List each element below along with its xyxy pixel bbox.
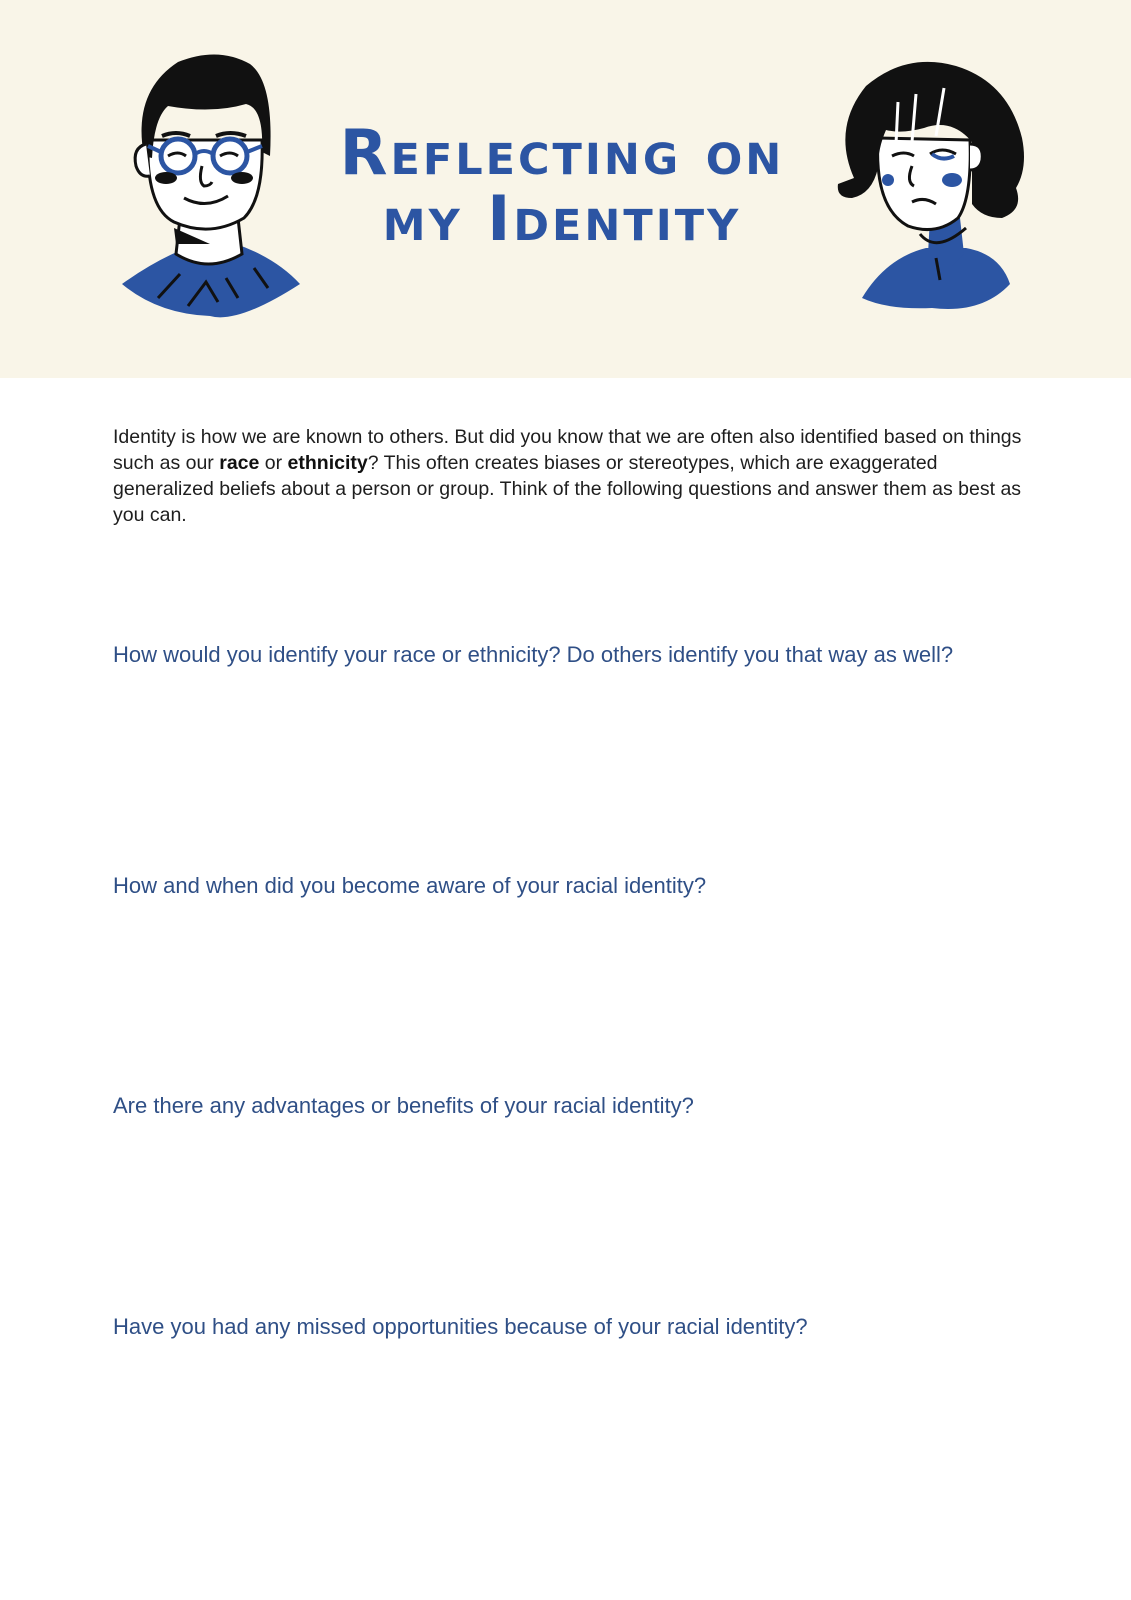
intro-or: or [259, 452, 288, 474]
header-banner [0, 0, 1131, 378]
page-title [292, 116, 832, 255]
intro-text-part-1: Identity is how we are known to others. But did you know that we are often also identified based on things such as our [113, 426, 1022, 474]
intro-race-term: race [219, 452, 260, 474]
question-3: Are there any advantages or benefits of your racial identity? [113, 1093, 694, 1118]
title-line-2: my Identity [382, 182, 742, 255]
intro-ethnicity-term: ethnicity [287, 452, 368, 474]
man-with-glasses-icon [118, 48, 314, 326]
woman-with-bob-haircut-icon [832, 58, 1046, 320]
title-line-1: Reflecting on [339, 116, 785, 189]
question-4: Have you had any missed opportunities because of your racial identity? [113, 1314, 808, 1339]
intro-text-part-2: ? This often creates biases or stereotypes, which are exaggerated generalized beliefs about a person or group. Think of the following questions and answer them as best as you can. [113, 452, 1022, 526]
question-2: How and when did you become aware of your racial identity? [113, 873, 707, 898]
question-1: How would you identify your race or ethnicity? Do others identify you that way as well? [113, 642, 954, 667]
intro-paragraph [113, 424, 1033, 528]
